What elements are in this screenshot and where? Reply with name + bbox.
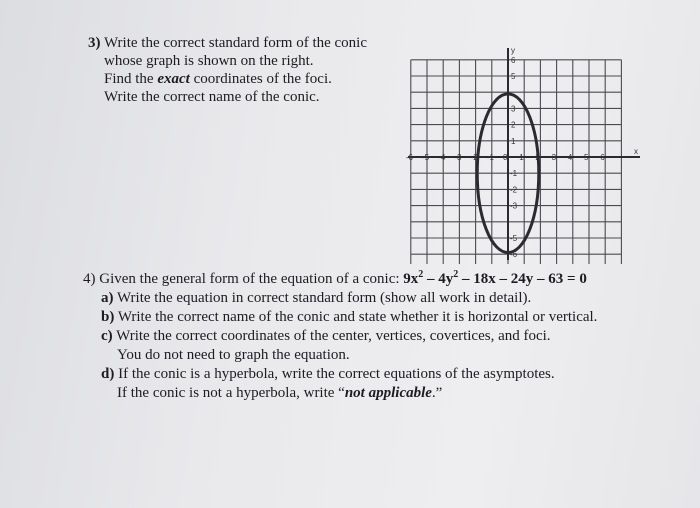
- x-tick-label: -1: [486, 153, 494, 162]
- eq-exp-1: 2: [418, 269, 424, 280]
- y-axis-label: y: [511, 46, 515, 55]
- x-tick-label: -4: [438, 153, 446, 162]
- x-tick-label: 2: [535, 153, 540, 162]
- q4-part-b: [83, 308, 693, 327]
- q4-c-text: Write the correct coordinates of the center, vertices, covertices, and foci.: [112, 328, 551, 344]
- x-tick-label: -5: [422, 153, 430, 162]
- q3-line-3: [88, 70, 398, 88]
- x-tick-label: 0: [503, 153, 508, 162]
- q4-b-text: Write the correct name of the conic and state whether it is horizontal or vertical.: [114, 309, 598, 325]
- y-tick-label: -2: [510, 185, 518, 195]
- graph-svg: [404, 44, 644, 264]
- question-3: [88, 34, 398, 106]
- y-tick-label: -6: [510, 250, 518, 260]
- q4-a-label: a): [101, 290, 114, 306]
- q4-intro: 4) Given the general form of the equation of a conic:: [83, 271, 404, 287]
- q4-part-a: [83, 289, 693, 308]
- q3-line-1-text: Write the correct standard form of the conic: [103, 35, 368, 51]
- y-tick-label: 6: [511, 55, 516, 65]
- q4-part-c-cont: You do not need to graph the equation.: [117, 347, 350, 363]
- x-tick-label: 1: [519, 153, 524, 162]
- x-tick-label: 6: [600, 153, 605, 162]
- q3-number: 3): [88, 35, 101, 51]
- q4-a-text: Write the equation in correct standard form (show all work in detail).: [113, 290, 532, 306]
- q4-d-label: d): [101, 366, 115, 382]
- x-tick-label: 3: [551, 153, 557, 162]
- y-tick-label: 1: [511, 136, 516, 146]
- y-tick-label: -1: [510, 169, 518, 179]
- y-tick-label: 5: [511, 72, 516, 81]
- q4-part-c: [83, 327, 693, 346]
- x-tick-label: -3: [454, 153, 462, 162]
- q4-intro-line: [83, 270, 693, 289]
- y-tick-label: -5: [510, 234, 518, 243]
- q4-equation: [403, 271, 587, 287]
- q3-line-3-a: Find the: [104, 71, 158, 87]
- q3-line-2: whose graph is shown on the right.: [104, 53, 314, 69]
- eq-term-2: – 4y: [423, 271, 454, 287]
- x-tick-label: -6: [405, 153, 413, 162]
- question-4: [83, 270, 693, 403]
- q4-d-text: If the conic is a hyperbola, write the correct equations of the asymptotes.: [114, 366, 555, 382]
- q3-line-3-b: coordinates of the foci.: [189, 71, 332, 87]
- q4-d-text2-b: .”: [431, 385, 443, 401]
- eq-term-3: – 18x – 24y – 63 = 0: [458, 271, 587, 287]
- q4-d-text2-a: If the conic is not a hyperbola, write “: [117, 385, 345, 401]
- x-tick-label: 4: [567, 153, 573, 162]
- y-tick-label: 3: [511, 104, 516, 114]
- x-tick-label: 5: [584, 153, 589, 162]
- q4-emphasis-not-applicable: not applicable: [344, 385, 432, 401]
- q4-part-d-cont: [83, 384, 693, 403]
- q3-line-4: Write the correct name of the conic.: [104, 89, 320, 105]
- ellipse-graph: [404, 44, 644, 264]
- x-axis-label: x: [634, 147, 638, 156]
- y-tick-label: -3: [510, 201, 518, 211]
- x-tick-label: -2: [470, 153, 478, 162]
- eq-exp-2: 2: [453, 269, 459, 280]
- q4-c-label: c): [101, 328, 113, 344]
- q3-line-1: [88, 34, 398, 52]
- q4-part-d: [83, 365, 693, 384]
- y-tick-label: 2: [511, 120, 516, 130]
- eq-term-1: 9x: [403, 271, 419, 287]
- q4-b-label: b): [101, 309, 115, 325]
- q3-emphasis-exact: exact: [157, 71, 190, 87]
